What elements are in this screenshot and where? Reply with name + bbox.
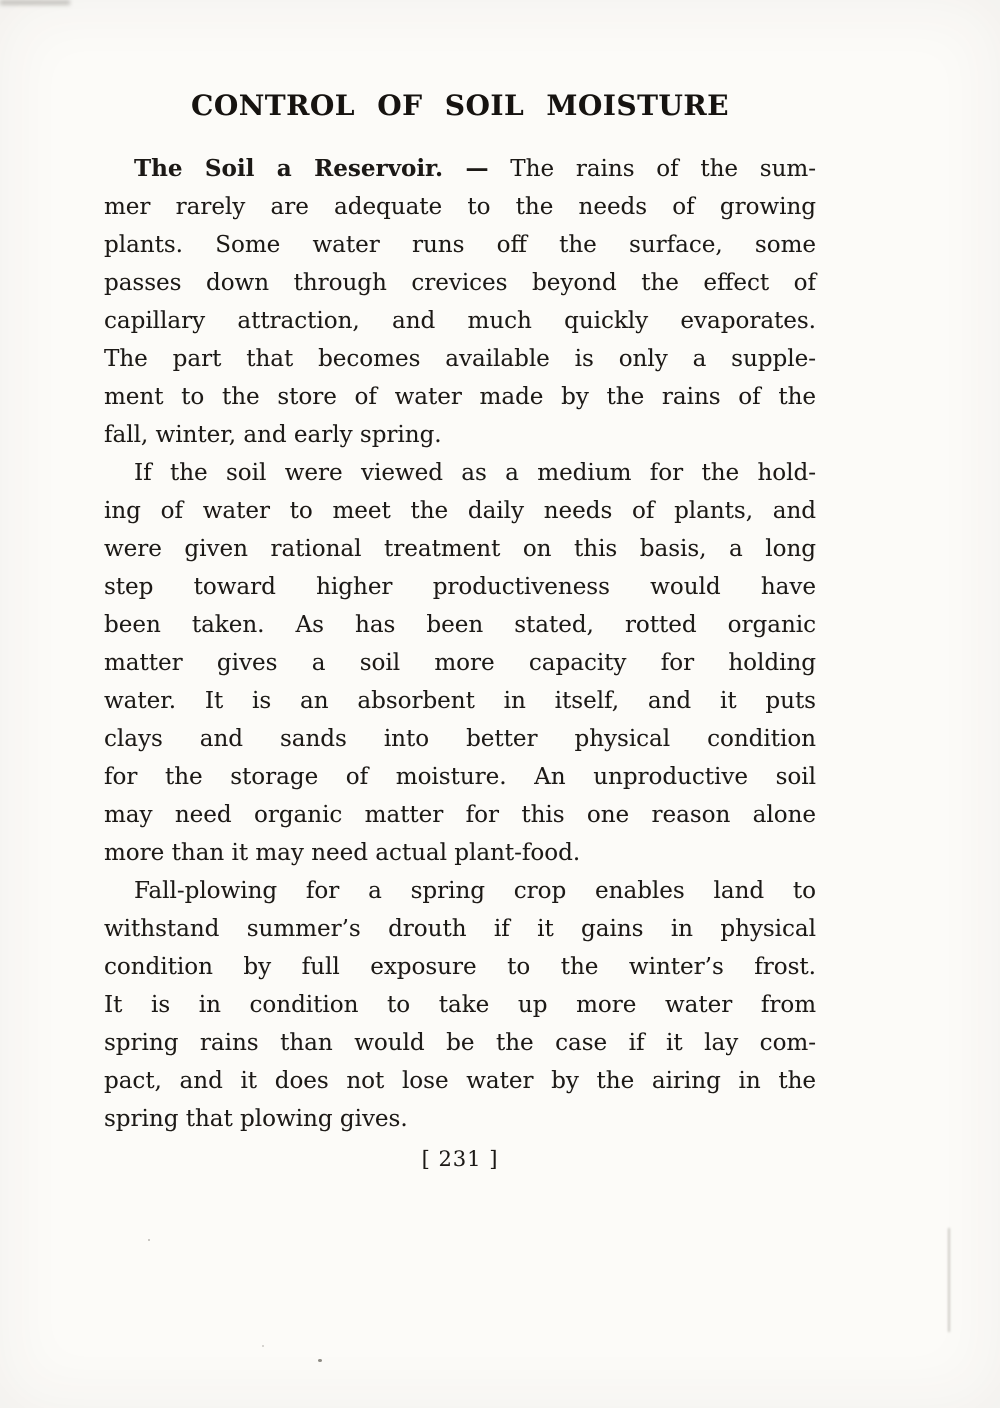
paragraph-line: water. It is an absorbent in itself, and it puts	[104, 688, 816, 714]
scan-edge-artifact	[0, 0, 70, 5]
paragraph-line: withstand summer’s drouth if it gains in physical	[104, 916, 816, 942]
paragraph-soil-a-reservoir	[104, 150, 816, 454]
paragraph-line: been taken. As has been stated, rotted organic	[104, 612, 816, 638]
paragraph-line: for the storage of moisture. An unproductive soil	[104, 764, 816, 790]
page-number: [ 231 ]	[421, 1147, 499, 1171]
paragraph-soil-as-medium	[104, 454, 816, 872]
paragraph-line: spring that plowing gives.	[104, 1106, 408, 1132]
paragraph-line: pact, and it does not lose water by the airing in the	[104, 1068, 816, 1094]
paragraph-lead-bold: The Soil a Reservoir. —	[134, 155, 489, 182]
paragraph-line: If the soil were viewed as a medium for the hold-	[134, 460, 816, 486]
page-title: CONTROL OF SOIL MOISTURE	[191, 89, 729, 122]
scan-speck	[148, 1239, 150, 1241]
paragraph-lead-rest: The rains of the sum-	[510, 156, 817, 182]
paragraph-fall-plowing	[104, 872, 816, 1138]
paragraph-line: clays and sands into better physical condition	[104, 726, 816, 752]
paragraph-line: spring rains than would be the case if it lay com-	[104, 1030, 816, 1056]
paragraph-line: more than it may need actual plant-food.	[104, 840, 581, 866]
paragraph-line: were given rational treatment on this basis, a long	[104, 536, 816, 562]
scan-speck	[262, 1345, 264, 1347]
paragraph-line: matter gives a soil more capacity for holding	[104, 650, 816, 676]
paragraph-line: mer rarely are adequate to the needs of growing	[104, 194, 816, 220]
paragraph-line: plants. Some water runs off the surface, some	[104, 232, 816, 258]
paragraph-line: capillary attraction, and much quickly evaporates.	[104, 308, 816, 334]
paragraph-line: condition by full exposure to the winter’s frost.	[104, 954, 816, 980]
text-column	[104, 88, 816, 1176]
paragraph-line: passes down through crevices beyond the effect of	[104, 270, 816, 296]
paragraph-line: may need organic matter for this one reason alone	[104, 802, 816, 828]
paragraph-line	[104, 150, 816, 188]
paragraph-line: fall, winter, and early spring.	[104, 422, 442, 448]
paragraph-line: ing of water to meet the daily needs of plants, and	[104, 498, 816, 524]
scan-edge-artifact	[948, 1228, 950, 1332]
scan-speck	[318, 1359, 322, 1362]
paragraph-line: It is in condition to take up more water from	[104, 992, 816, 1018]
paragraph-line: The part that becomes available is only a supple-	[104, 346, 816, 372]
paragraph-line: step toward higher productiveness would have	[104, 574, 816, 600]
paragraph-line: ment to the store of water made by the rains of the	[104, 384, 816, 410]
paragraph-line: Fall-plowing for a spring crop enables land to	[134, 878, 816, 904]
